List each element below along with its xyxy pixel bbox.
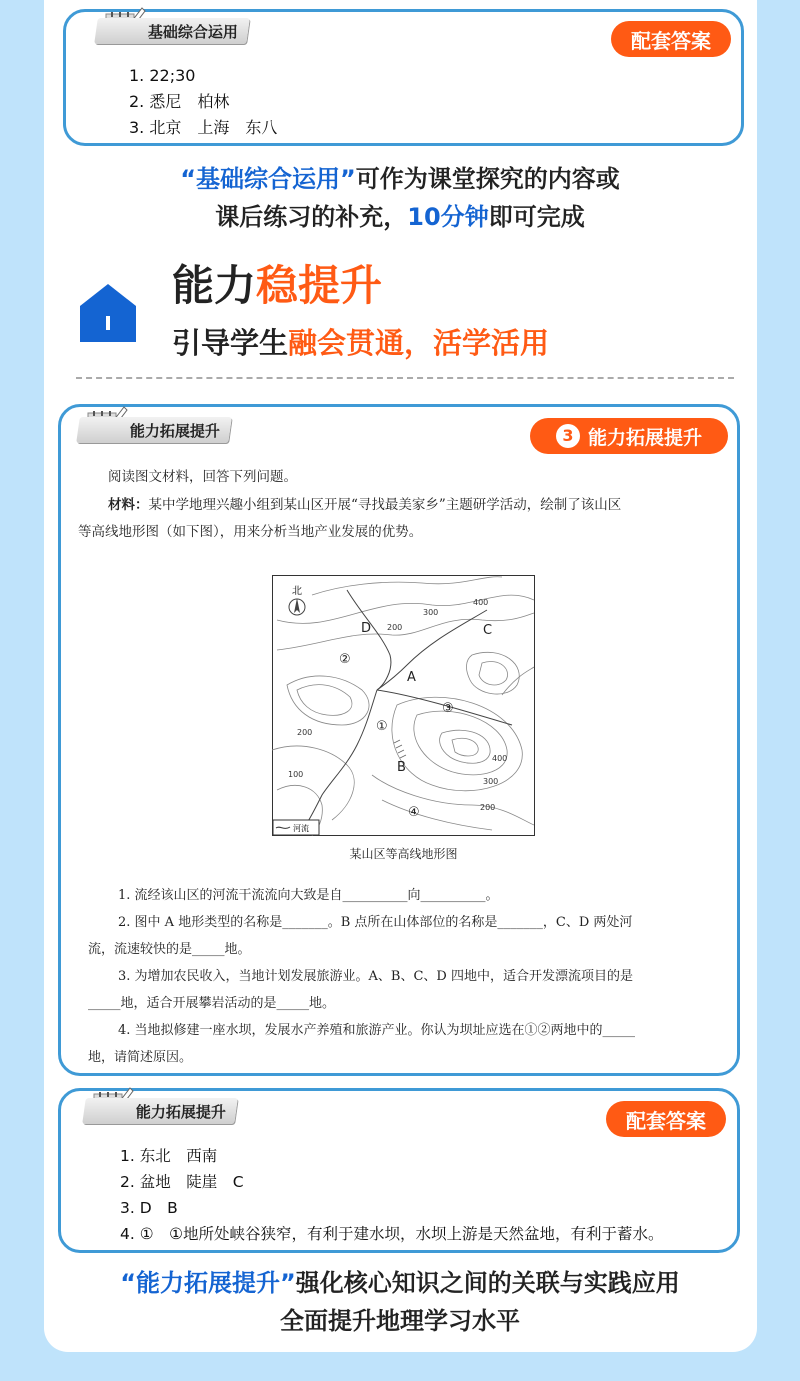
dashed-divider [76,377,734,379]
question-line: 4. 当地拟修建一座水坝，发展水产养殖和旅游产业。你认为坝址应选在①②两地中的_____ [118,1023,636,1038]
feature-title [172,258,382,314]
caption-text: 强化核心知识之间的关联与实践应用 [295,1269,680,1297]
intro-text: 阅读图文材料，回答下列问题。 [108,469,297,485]
answer-pill: 配套答案 [606,1101,726,1137]
caption-text: 全面提升地理学习水平 [280,1307,520,1335]
map-caption [272,845,535,862]
answer-line: 1. 东北 西南 [120,1147,218,1165]
feature-subtitle [172,322,549,364]
map-caption-text: 某山区等高线地形图 [349,847,458,861]
caption-quote: “能力拓展提升” [120,1269,296,1297]
question-line: 2. 图中 A 地形类型的名称是_______。B 点所在山体部位的名称是_______，C、D 两处河 [118,915,633,930]
question-line: 地，请简述原因。 [88,1050,193,1065]
material [78,492,733,546]
question-line: 1. 流经该山区的河流干流流向大致是自__________向__________。 [118,888,499,903]
feature-title-b: 稳提升 [256,261,383,310]
answer-line: 3. D B [120,1199,178,1217]
map-label-A: A [407,670,416,685]
answer-pill: 配套答案 [611,21,731,57]
contour-value: 200 [387,623,403,632]
map-label-circle3: ③ [442,701,454,716]
house-icon [80,284,136,342]
contour-value: 200 [480,803,496,812]
answer-line: 3. 北京 上海 东八 [129,118,278,137]
section-logo [96,18,248,44]
material-label: 材料： [108,497,149,513]
feature-sub-a: 引导学生 [172,326,289,360]
question-line: 流，流速较快的是_____地。 [88,942,251,957]
caption-basic [0,160,800,236]
caption-highlight: 10分钟 [407,203,489,231]
answer-line: 1. 22;30 [129,66,196,85]
question-intro [108,464,297,491]
contour-value: 400 [473,598,489,607]
section-logo-text: 能力拓展提升 [130,421,221,440]
questions [88,882,733,1071]
section-badge [530,418,728,454]
map-legend [273,820,319,835]
map-label-B: B [397,760,406,775]
north-label: 北 [292,586,302,597]
badge-text: 能力拓展提升 [587,426,702,449]
section-logo-text: 能力拓展提升 [136,1102,227,1121]
section-logo-text: 基础综合运用 [148,22,239,41]
map-label-C: C [483,623,493,638]
feature-sub-b: 融会贯通，活学活用 [288,326,550,360]
answer-line: 4. ① ①地所处峡谷狭窄，有利于建水坝，水坝上游是天然盆地，有利于蓄水。 [120,1225,664,1243]
contour-map [272,575,535,836]
map-label-circle1: ① [376,719,388,734]
material-text: 等高线地形图（如下图），用来分析当地产业发展的优势。 [78,524,423,540]
section-logo [84,1098,236,1124]
caption-text: 可作为课堂探究的内容或 [355,165,620,193]
basic-answers [129,63,277,141]
contour-value: 200 [297,728,313,737]
question-line: 3. 为增加农民收入，当地计划发展旅游业。A、B、C、D 四地中，适合开发漂流项目的是 [118,969,633,984]
section-logo [78,417,230,443]
map-label-circle4: ④ [408,805,420,820]
answer-line: 2. 悉尼 柏林 [129,92,230,111]
caption-extension [0,1264,800,1340]
contour-value: 400 [492,754,508,763]
badge-number: 3 [556,424,580,448]
answer-line: 2. 盆地 陡崖 C [120,1173,244,1191]
map-label-circle2: ② [339,652,351,667]
extension-answers [120,1143,664,1247]
caption-text: 即可完成 [488,203,585,231]
feature-title-a: 能力 [172,261,257,310]
caption-text: 课后练习的补充， [215,203,408,231]
question-line: _____地，适合开展攀岩活动的是_____地。 [88,996,336,1011]
contour-value: 300 [483,777,499,786]
contour-value: 100 [288,770,304,779]
material-text: 某中学地理兴趣小组到某山区开展“寻找最美家乡”主题研学活动，绘制了该山区 [148,497,622,513]
legend-text: 河流 [293,824,309,833]
map-label-D: D [361,621,372,636]
contour-value: 300 [423,608,439,617]
caption-quote: “基础综合运用” [180,165,356,193]
